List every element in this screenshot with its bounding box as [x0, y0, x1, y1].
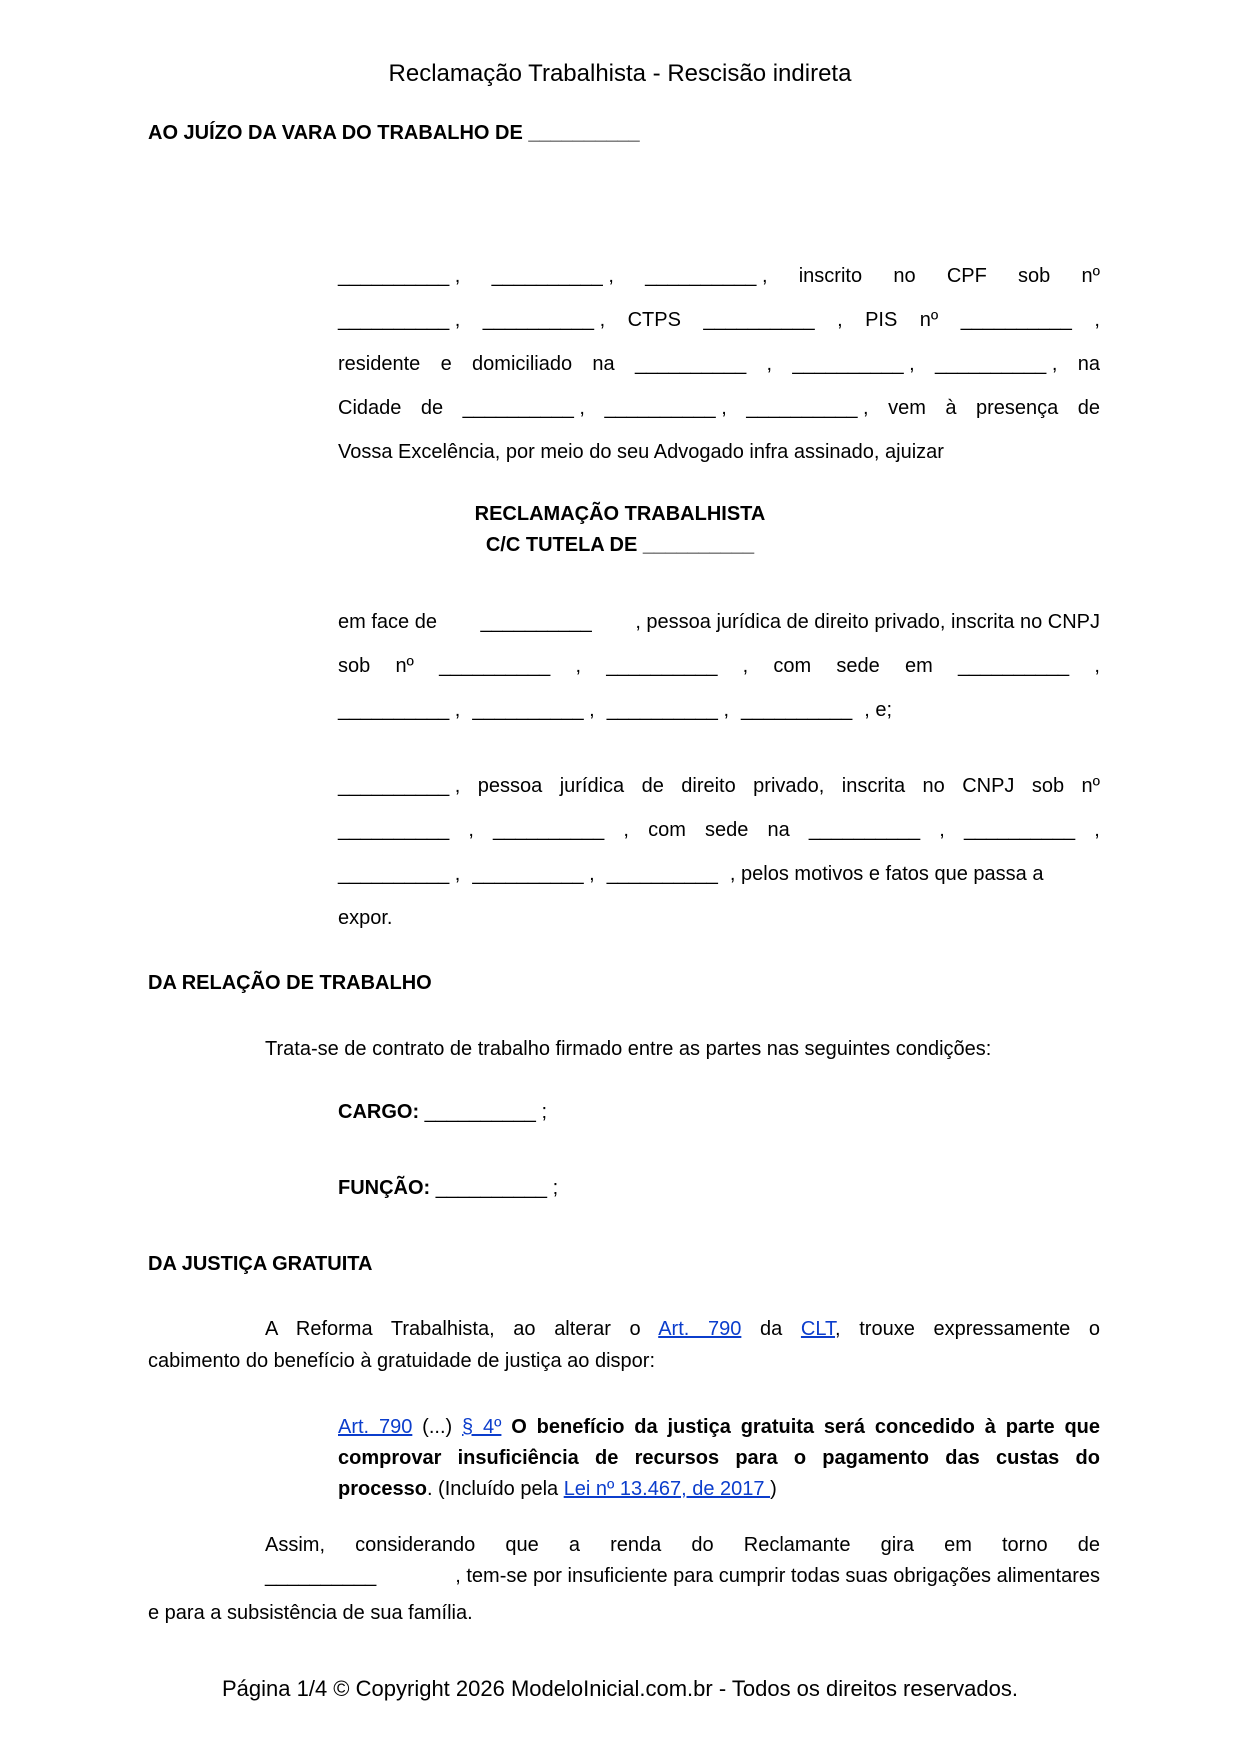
text-token: __________: [606, 655, 718, 677]
text-token: com: [648, 819, 686, 841]
quote-text-b: . (Incluído pela: [426, 1478, 564, 1500]
text-token: __________ ,: [338, 699, 461, 721]
text-token: ,: [468, 819, 474, 841]
plaintiff-qualification: [338, 254, 1100, 474]
text-token: no: [893, 265, 916, 287]
text-token: Cidade: [338, 397, 402, 419]
text-token: considerando: [355, 1534, 476, 1556]
text-token: em face de: [338, 611, 437, 633]
cargo-label: CARGO:: [338, 1101, 420, 1123]
quote-art-790-link[interactable]: Art. 790: [338, 1416, 413, 1438]
text-token: inscrita: [841, 775, 906, 797]
defendant-1-line-1: [338, 600, 1100, 644]
quote-text-a: (...): [412, 1416, 463, 1438]
text-token: inscrito: [798, 265, 863, 287]
quote-line-2: comprovar insuficiência de recursos para o pagamento das custas do: [338, 1447, 1100, 1469]
justice-paragraph-2-line-2: [265, 1561, 1100, 1592]
text-token: __________ ,: [935, 353, 1058, 375]
cargo-row: [338, 1101, 547, 1124]
text-token: __________ ,: [472, 863, 595, 885]
text-token: __________ ,: [338, 863, 461, 885]
text-token: nº: [919, 309, 939, 331]
text-token: sob: [1031, 775, 1065, 797]
text-token: __________ ,: [645, 265, 768, 287]
text-token: nº: [1081, 775, 1100, 797]
lei-13467-link[interactable]: Lei nº 13.467, de 2017: [563, 1478, 771, 1500]
text-token: renda: [610, 1534, 662, 1556]
defendant-1-line-3: [338, 688, 1100, 732]
text-token: __________ ,: [606, 699, 730, 721]
income-blank: __________: [265, 1565, 377, 1587]
text-token: em: [904, 655, 933, 677]
text-token: residente: [338, 353, 421, 375]
text-token: com: [773, 655, 812, 677]
p1-text-b: da: [741, 1318, 801, 1340]
text-token: nº: [395, 655, 414, 677]
text-token: de: [1077, 397, 1100, 419]
section-heading-justice: DA JUSTIÇA GRATUITA: [148, 1253, 373, 1275]
defendant-2-line-2: [338, 808, 1100, 852]
text-token: do: [691, 1534, 714, 1556]
justice-paragraph-2-line-3: e para a subsistência de sua família.: [148, 1602, 473, 1624]
quote-bold-1: O benefício da justiça gratuita será concedido à parte que: [501, 1416, 1101, 1438]
addressee-line: AO JUÍZO DA VARA DO TRABALHO DE __________: [148, 122, 640, 144]
p1-text-a: A Reforma Trabalhista, ao alterar o: [265, 1318, 659, 1340]
text-token: __________ ,: [338, 265, 461, 287]
text-token: de: [420, 397, 444, 419]
text-token: torno: [1002, 1534, 1048, 1556]
funcao-row: [338, 1177, 558, 1200]
legal-quote: [338, 1412, 1100, 1505]
defendant-2-line-4: expor.: [338, 907, 393, 929]
defendant-2-block: [338, 764, 1100, 940]
text-token: a: [568, 1534, 580, 1556]
text-token: que: [505, 1534, 539, 1556]
text-token: de: [641, 775, 664, 797]
text-token: sede: [705, 819, 749, 841]
text-token: __________: [439, 655, 551, 677]
text-token: privado,: [753, 775, 825, 797]
relation-intro: Trata-se de contrato de trabalho firmado entre as partes nas seguintes condições:: [265, 1038, 992, 1060]
justice-paragraph-1-line-1: [265, 1318, 1100, 1341]
funcao-label: FUNÇÃO:: [338, 1177, 431, 1199]
text-token: na: [767, 819, 790, 841]
text-token: __________: [960, 309, 1072, 331]
text-token: __________ ,: [462, 397, 585, 419]
text-token: sede: [836, 655, 880, 677]
text-token: CPF: [946, 265, 987, 287]
text-token: __________: [338, 819, 450, 841]
page-footer: Página 1/4 © Copyright 2026 ModeloInicial.com.br - Todos os direitos reservados.: [222, 1676, 1018, 1701]
p2-text: , tem-se por insuficiente para cumprir todas suas obrigações alimentares: [455, 1565, 1100, 1587]
text-token: __________: [963, 819, 1076, 841]
text-token: __________: [808, 819, 921, 841]
justice-paragraph-2-line-1: [265, 1530, 1100, 1561]
text-token: Reclamante: [743, 1534, 851, 1556]
text-token: na: [592, 353, 615, 375]
qualification-line-1: [338, 254, 1100, 298]
p1-text-c: , trouxe expressamente o: [835, 1318, 1100, 1340]
text-token: __________: [634, 353, 747, 375]
justice-paragraph-1-line-2: cabimento do benefício à gratuidade de justiça ao dispor:: [148, 1350, 656, 1372]
text-token: no: [922, 775, 945, 797]
text-token: direito: [681, 775, 736, 797]
qualification-line-3: [338, 342, 1100, 386]
clt-link[interactable]: CLT: [800, 1318, 836, 1340]
text-token: vem: [888, 397, 926, 419]
text-token: ,: [1094, 819, 1100, 841]
text-token: e: [440, 353, 452, 375]
text-token: ,: [575, 655, 582, 677]
text-token: pessoa: [477, 775, 543, 797]
action-title-line-1: RECLAMAÇÃO TRABALHISTA: [474, 503, 766, 525]
paragraph-4-link[interactable]: § 4º: [462, 1416, 502, 1438]
text-token: __________: [493, 819, 605, 841]
text-token: __________: [480, 611, 592, 633]
qualification-line-5: Vossa Excelência, por meio do seu Advogado infra assinado, ajuizar: [338, 441, 944, 463]
text-token: gira: [880, 1534, 914, 1556]
text-token: sob: [338, 655, 371, 677]
text-token: __________: [957, 655, 1070, 677]
text-token: sob: [1018, 265, 1051, 287]
text-token: ,: [939, 819, 945, 841]
text-token: presença: [975, 397, 1059, 419]
text-token: nº: [1081, 265, 1100, 287]
defendant-1-block: [338, 600, 1100, 732]
text-token: __________ ,: [746, 397, 869, 419]
text-token: __________: [606, 863, 718, 885]
qualification-line-4: [338, 386, 1100, 430]
text-token: jurídica: [559, 775, 625, 797]
action-title-line-2: C/C TUTELA DE __________: [485, 534, 755, 556]
text-token: na: [1077, 353, 1100, 375]
text-token: Assim,: [265, 1534, 325, 1556]
defendant-2-line-3: [338, 852, 1100, 896]
defendant-1-line-2: [338, 644, 1100, 688]
text-token: __________ ,: [338, 775, 461, 797]
text-token: __________ ,: [482, 309, 606, 331]
text-token: domiciliado: [472, 353, 573, 375]
qualification-line-2: [338, 298, 1100, 342]
quote-line-3: [338, 1474, 1100, 1505]
cargo-value: __________ ;: [419, 1101, 548, 1123]
quote-text-c: ): [770, 1478, 777, 1500]
text-token: , pelos motivos e fatos que passa a: [729, 863, 1044, 885]
page-header-title: Reclamação Trabalhista - Rescisão indireta: [388, 60, 852, 87]
text-token: em: [944, 1534, 972, 1556]
text-token: CNPJ: [962, 775, 1015, 797]
section-heading-relation: DA RELAÇÃO DE TRABALHO: [148, 972, 432, 994]
text-token: __________: [741, 699, 853, 721]
text-token: , e;: [864, 699, 893, 721]
text-token: , pessoa jurídica de direito privado, inscrita no CNPJ: [635, 611, 1100, 633]
text-token: __________ ,: [491, 265, 614, 287]
funcao-value: __________ ;: [430, 1177, 559, 1199]
quote-line-1: [338, 1412, 1100, 1443]
art-790-link[interactable]: Art. 790: [658, 1318, 742, 1340]
text-token: __________ ,: [472, 699, 595, 721]
text-token: à: [945, 397, 957, 419]
text-token: ,: [623, 819, 629, 841]
quote-bold-3: processo: [338, 1478, 427, 1500]
defendant-2-line-1: [338, 764, 1100, 808]
text-token: ,: [1094, 655, 1100, 677]
text-token: __________ ,: [338, 309, 461, 331]
text-token: CTPS: [627, 309, 681, 331]
text-token: ,: [766, 353, 773, 375]
text-token: ,: [837, 309, 843, 331]
text-token: __________: [703, 309, 815, 331]
text-token: __________ ,: [604, 397, 727, 419]
text-token: de: [1077, 1534, 1100, 1556]
text-token: PIS: [865, 309, 898, 331]
text-token: ,: [1094, 309, 1100, 331]
text-token: __________ ,: [792, 353, 915, 375]
text-token: ,: [742, 655, 749, 677]
